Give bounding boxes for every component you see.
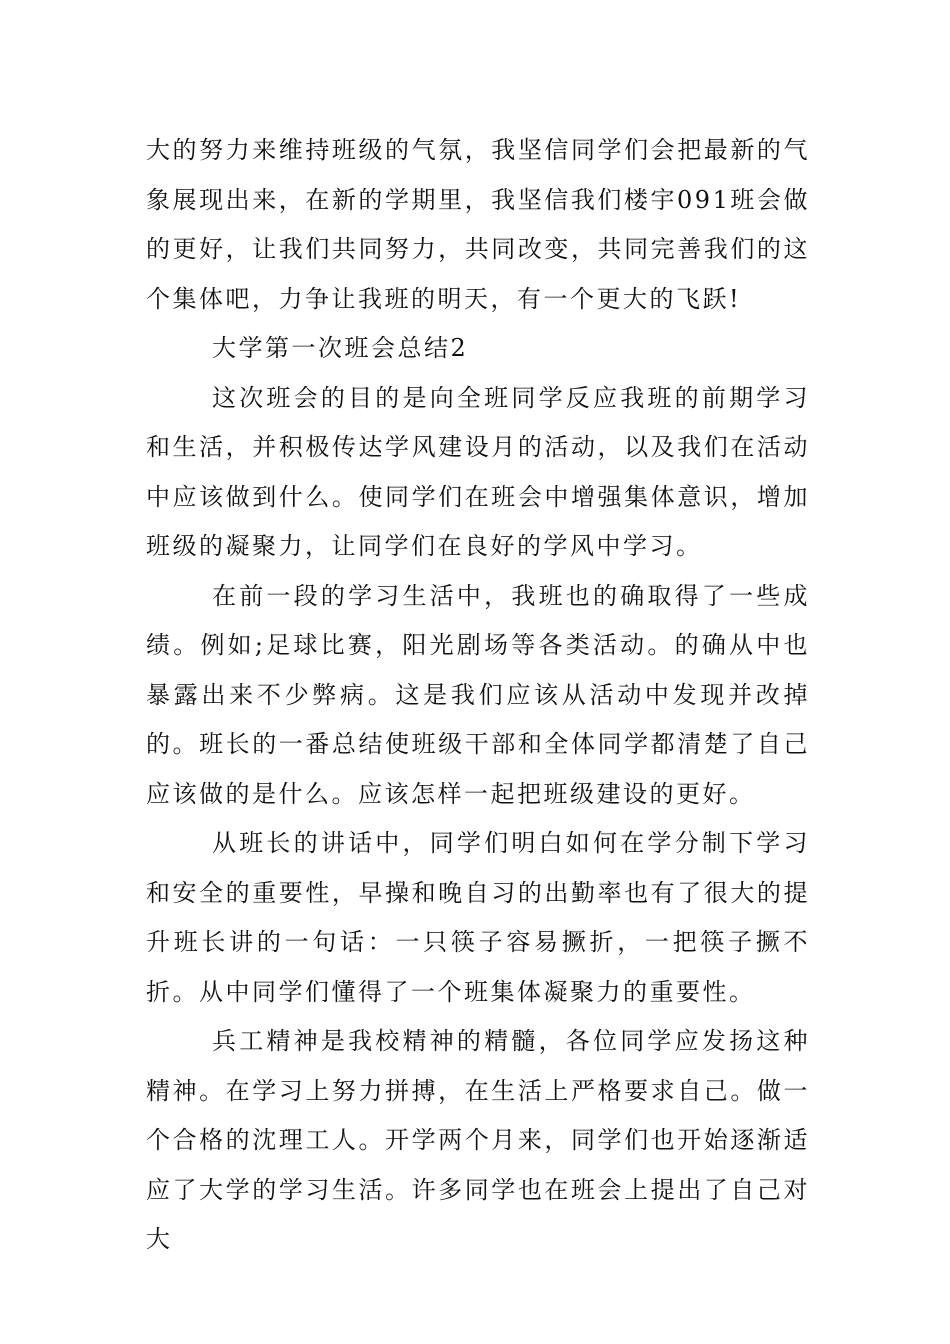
paragraph-purpose: 这次班会的目的是向全班同学反应我班的前期学习和生活，并积极传达学风建设月的活动，以及我们在活动中应该做到什么。使同学们在班会中增强集体意识，增加班级的凝聚力，让同学们在良好的学风中学习。 — [146, 383, 810, 560]
paragraph-monitor-speech: 从班长的讲话中，同学们明白如何在学分制下学习和安全的重要性，早操和晚自习的出勤率也有了很大的提升班长讲的一句话：一只筷子容易撅折，一把筷子撅不折。从中同学们懂得了一个班集体凝聚力的重要性。 — [146, 829, 810, 1006]
paragraph-continuation: 大的努力来维持班级的气氛，我坚信同学们会把最新的气象展现出来，在新的学期里，我坚信我们楼宇091班会做的更好，让我们共同努力，共同改变，共同完善我们的这个集体吧，力争让我班的明天，有一个更大的飞跃! — [146, 136, 810, 313]
document-body — [146, 126, 810, 1265]
section-heading: 大学第一次班会总结2 — [212, 334, 469, 362]
paragraph-achievements: 在前一段的学习生活中，我班也的确取得了一些成绩。例如;足球比赛，阳光剧场等各类活动。的确从中也暴露出来不少弊病。这是我们应该从活动中发现并改掉的。班长的一番总结使班级干部和全体同学都清楚了自己应该做的是什么。应该怎样一起把班级建设的更好。 — [146, 581, 810, 808]
paragraph-spirit: 兵工精神是我校精神的精髓，各位同学应发扬这种精神。在学习上努力拼搏，在生活上严格要求自己。做一个合格的沈理工人。开学两个月来，同学们也开始逐渐适应了大学的学习生活。许多同学也在班会上提出了自己对大 — [146, 1027, 810, 1253]
